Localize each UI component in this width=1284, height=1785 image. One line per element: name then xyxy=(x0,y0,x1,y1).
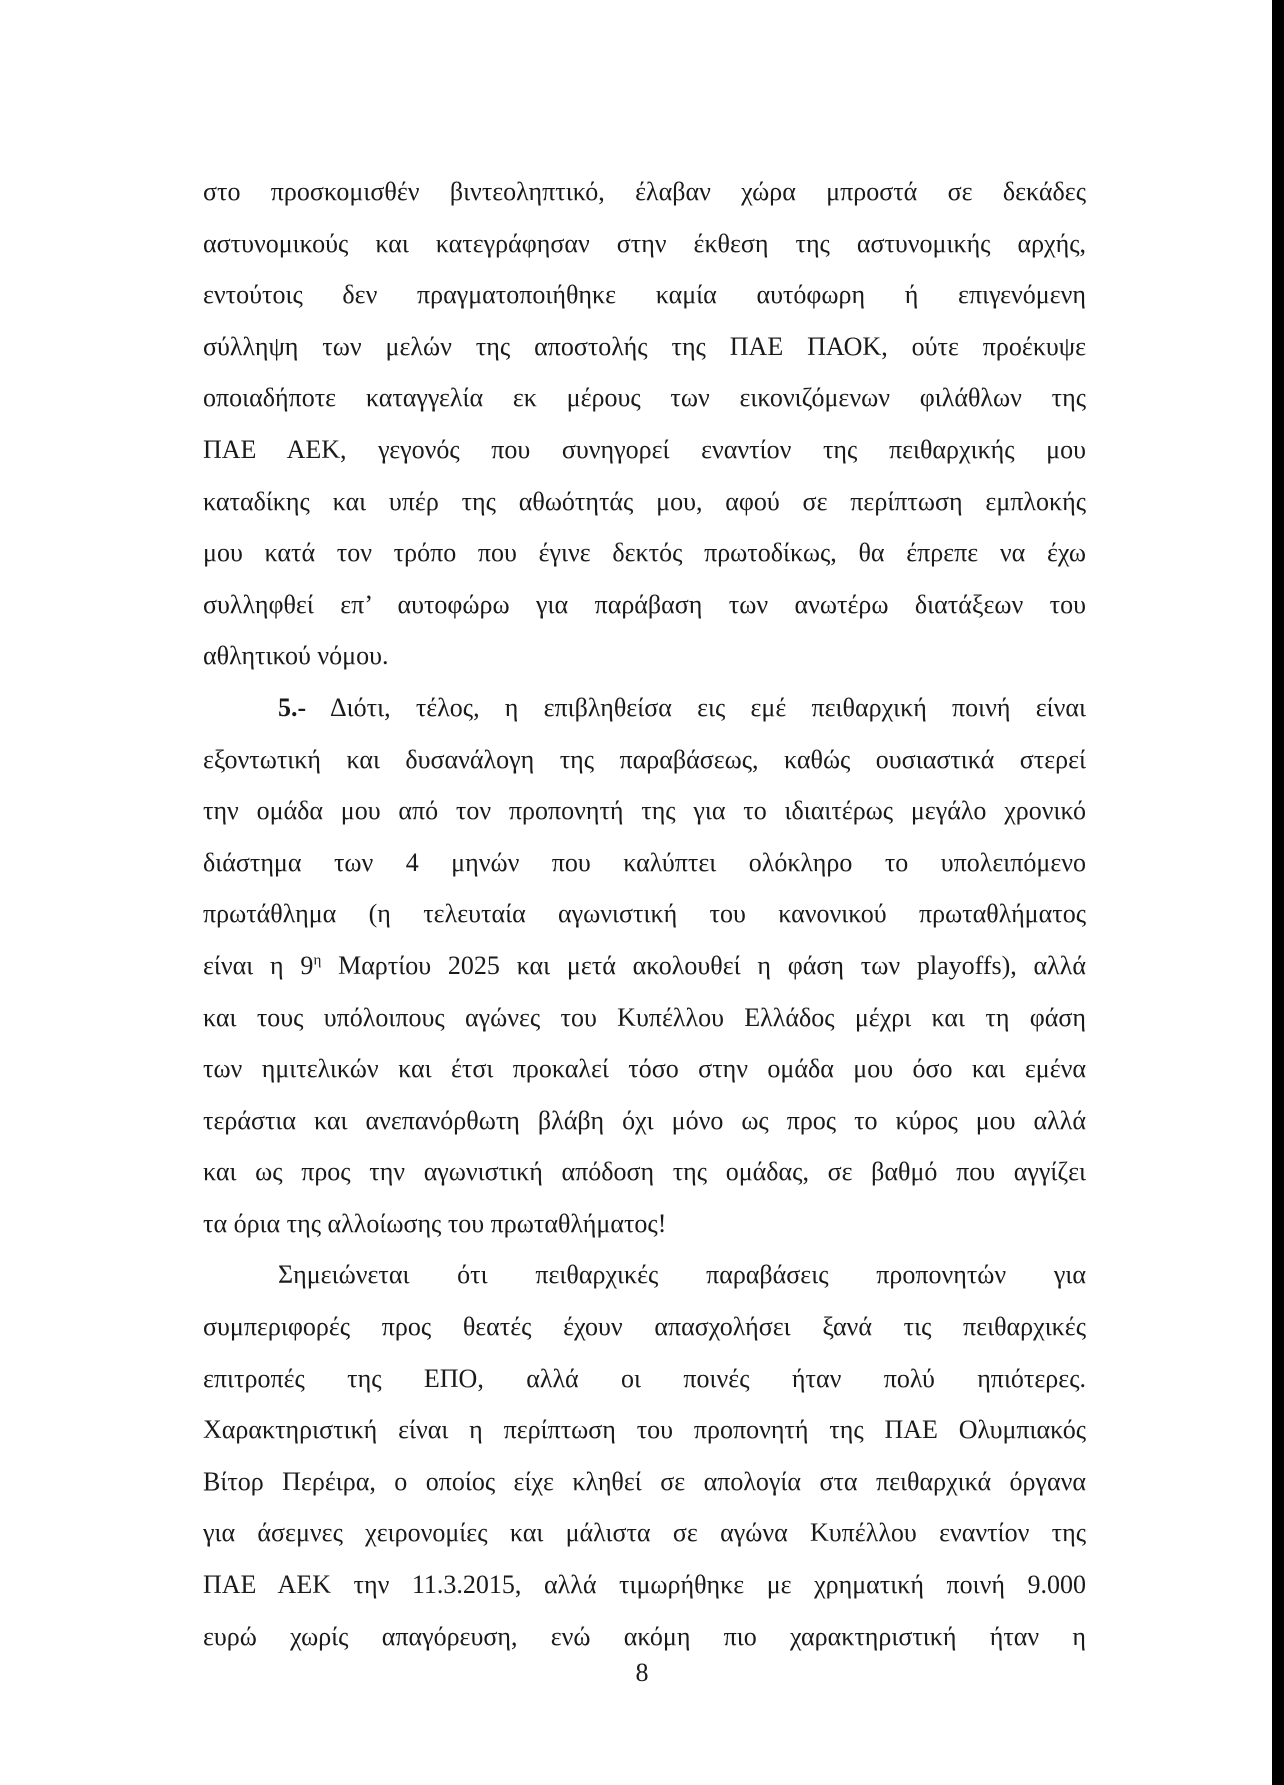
text-line: επιτροπές της ΕΠΟ, αλλά οι ποινές ήταν πολύ ηπιότερες. xyxy=(203,1363,1086,1393)
text-line: τεράστια και ανεπανόρθωτη βλάβη όχι μόνο ως προς το κύρος μου αλλά xyxy=(203,1105,1086,1135)
text-line: διάστημα των 4 μηνών που καλύπτει ολόκληρο το υπολειπόμενο xyxy=(203,847,1086,877)
text-line: ευρώ χωρίς απαγόρευση, ενώ ακόμη πιο χαρακτηριστική ήταν η xyxy=(203,1621,1086,1651)
body-text xyxy=(203,166,1086,1662)
text-line: στο προσκομισθέν βιντεοληπτικό, έλαβαν χώρα μπροστά σε δεκάδες xyxy=(203,177,1086,206)
date-text-before: είναι η 9 xyxy=(203,950,314,980)
text-line: μου κατά τον τρόπο που έγινε δεκτός πρωτοδίκως, θα έπρεπε να έχω xyxy=(203,538,1086,568)
point-5-first-line xyxy=(203,682,1086,734)
text-line: τα όρια της αλλοίωσης του πρωταθλήματος! xyxy=(203,1208,667,1238)
text-line: Σημειώνεται ότι πειθαρχικές παραβάσεις προπονητών για xyxy=(278,1260,1086,1290)
text-line: ΠΑΕ ΑΕΚ, γεγονός που συνηγορεί εναντίον της πειθαρχικής μου xyxy=(203,434,1086,464)
text-line: αθλητικού νόμου. xyxy=(203,641,389,671)
text-line: πρωτάθλημα (η τελευταία αγωνιστική του κανονικού πρωταθλήματος xyxy=(203,899,1086,929)
text-line: σύλληψη των μελών της αποστολής της ΠΑΕ ΠΑΟΚ, ούτε προέκυψε xyxy=(203,331,1086,361)
text-line: αστυνομικούς και κατεγράφησαν στην έκθεση της αστυνομικής αρχής, xyxy=(203,228,1086,258)
text-line: την ομάδα μου από τον προπονητή της για το ιδιαιτέρως μεγάλο χρονικό xyxy=(203,796,1086,826)
date-text-after: Μαρτίου 2025 και μετά ακολουθεί η φάση των playoffs), αλλά xyxy=(321,950,1086,980)
text-line: συλληφθεί επ’ αυτοφώρω για παράβαση των ανωτέρω διατάξεων του xyxy=(203,589,1086,619)
point-text: Διότι, τέλος, η επιβληθείσα εις εμέ πειθαρχική ποινή είναι xyxy=(306,692,1086,722)
date-line xyxy=(203,940,1086,992)
text-line: και ως προς την αγωνιστική απόδοση της ομάδας, σε βαθμό που αγγίζει xyxy=(203,1157,1086,1187)
page-number: 8 xyxy=(635,1658,649,1687)
text-line: οποιαδήποτε καταγγελία εκ μέρους των εικονιζόμενων φιλάθλων της xyxy=(203,383,1086,413)
text-line: ΠΑΕ ΑΕΚ την 11.3.2015, αλλά τιμωρήθηκε με χρηματική ποινή 9.000 xyxy=(203,1570,1086,1600)
text-line: εντούτοις δεν πραγματοποιήθηκε καμία αυτόφωρη ή επιγενόμενη xyxy=(203,280,1086,310)
text-line: και τους υπόλοιπους αγώνες του Κυπέλλου Ελλάδος μέχρι και τη φάση xyxy=(203,1002,1086,1032)
text-line: Βίτορ Περέιρα, ο οποίος είχε κληθεί σε απολογία στα πειθαρχικά όργανα xyxy=(203,1466,1086,1496)
point-number: 5.- xyxy=(278,692,307,722)
text-line: συμπεριφορές προς θεατές έχουν απασχολήσει ξανά τις πειθαρχικές xyxy=(203,1312,1086,1342)
text-line: των ημιτελικών και έτσι προκαλεί τόσο στην ομάδα μου όσο και εμένα xyxy=(203,1054,1086,1084)
text-line: Χαρακτηριστική είναι η περίπτωση του προπονητή της ΠΑΕ Ολυμπιακός xyxy=(203,1415,1086,1445)
text-line: για άσεμνες χειρονομίες και μάλιστα σε αγώνα Κυπέλλου εναντίον της xyxy=(203,1518,1086,1548)
ordinal-superscript: η xyxy=(313,952,322,969)
text-line: καταδίκης και υπέρ της αθωότητάς μου, αφού σε περίπτωση εμπλοκής xyxy=(203,486,1086,516)
text-line: εξοντωτική και δυσανάλογη της παραβάσεως, καθώς ουσιαστικά στερεί xyxy=(203,744,1086,774)
scan-edge xyxy=(1272,0,1284,1785)
